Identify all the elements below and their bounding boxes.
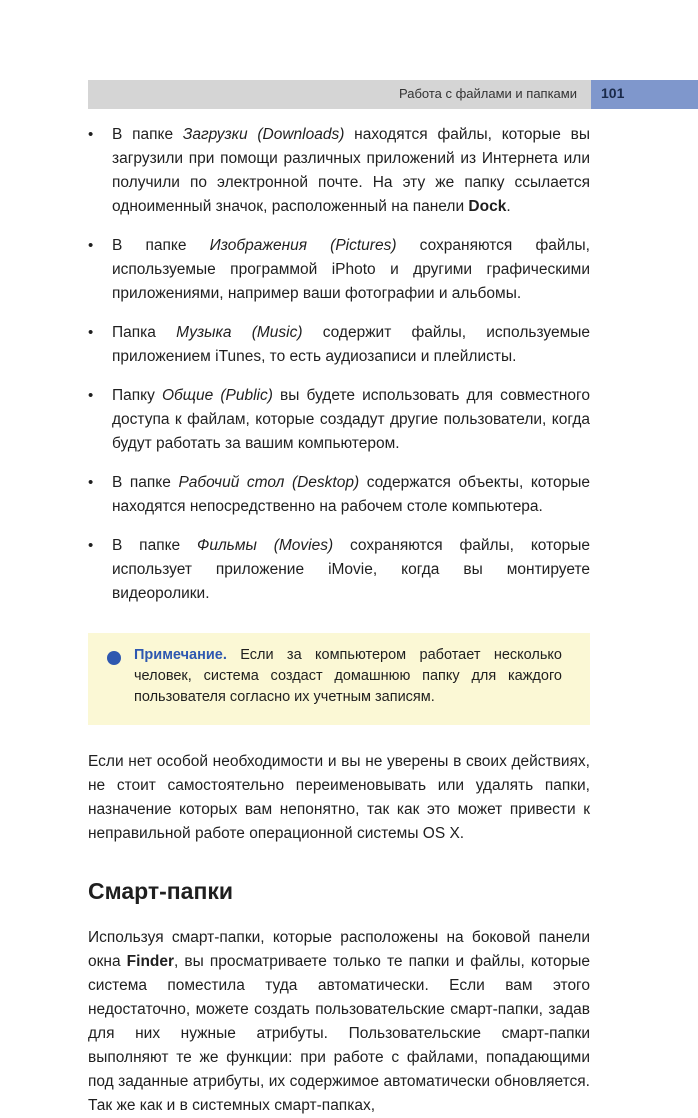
list-item-text: В папке: [112, 237, 210, 254]
chapter-title: Работа с файлами и папками: [398, 86, 577, 101]
note-bullet-icon: [107, 651, 121, 665]
list-item-text: .: [506, 198, 511, 215]
folder-name: Изображения (Pictures): [209, 237, 397, 254]
folder-name: Общие (Public): [162, 387, 273, 404]
list-item-downloads: [88, 123, 590, 219]
paragraph-text: Используя смарт-папки, которые расположены на боковой панели окна: [88, 929, 590, 970]
running-header: [88, 80, 591, 109]
list-item-public: [88, 384, 590, 456]
section-heading: Смарт-папки: [88, 878, 234, 904]
list-item-text: В папке: [112, 126, 183, 143]
list-item-text: Папка: [112, 324, 177, 341]
note-text: Если за компьютером работает несколько человек, система создаст домашнюю папку для каждого пользователя согласно их учетным записям.: [134, 647, 562, 705]
list-item-text: Папку: [112, 387, 162, 404]
list-item-movies: [88, 534, 590, 606]
folder-name: Рабочий стол (Desktop): [178, 474, 360, 491]
finder-term: Finder: [126, 953, 175, 970]
folder-name: Музыка (Music): [176, 324, 303, 341]
list-item-pictures: [88, 234, 590, 306]
list-item-text: В папке: [112, 537, 197, 554]
list-item-text: содержит файлы, используемые приложением iTunes, то есть аудиозаписи и плейлисты.: [112, 324, 590, 365]
list-item-text: сохраняются файлы, которые использует приложение iMovie, когда вы монтируете видеоролики.: [112, 537, 590, 602]
folder-name: Загрузки (Downloads): [182, 126, 345, 143]
page-number-tab: [591, 80, 698, 109]
list-item-music: [88, 321, 590, 369]
list-item-text: содержатся объекты, которые находятся непосредственно на рабочем столе компьютера.: [112, 474, 590, 515]
body-paragraph-smart-folders: [88, 926, 590, 1118]
list-item-text: вы будете использовать для совместного доступа к файлам, которые создадут другие пользователи, когда будут работать за вашим компьютером.: [112, 387, 590, 452]
dock-term: Dock: [468, 198, 507, 215]
list-item-text: находятся файлы, которые вы загрузили при помощи различных приложений из Интернета или получили по электронной почте. На эту же папку ссылается одноименный значок, расположенный на панели: [112, 126, 591, 215]
note-box: [88, 633, 590, 725]
folder-name: Фильмы (Movies): [197, 537, 334, 554]
list-item-text: В папке: [112, 474, 179, 491]
note-label: Примечание.: [134, 647, 227, 663]
list-item-text: сохраняются файлы, используемые программой iPhoto и другими графическими приложениями, например ваши фотографии и альбомы.: [112, 237, 590, 302]
paragraph-text: , вы просматриваете только те папки и файлы, которые система поместила туда автоматически. Если вам этого недостаточно, можете создать пользовательские смарт-папки, задав для них нужные атрибуты. Пользовательские смарт-папки выполняют те же функции: при работе с файлами, попадающими под заданные атрибуты, их содержимое автоматически обновляется. Так же как и в системных смарт-папках,: [88, 953, 591, 1114]
body-paragraph: Если нет особой необходимости и вы не уверены в своих действиях, не стоит самостоятельно переименовывать или удалять папки, назначение которых вам непонятно, так как это может привести к неправильной работе операционной системы OS X.: [88, 753, 590, 842]
list-item-desktop: [88, 471, 590, 519]
folder-list: [88, 123, 590, 606]
page-number: 101: [601, 85, 625, 101]
page-content: [88, 123, 590, 1118]
